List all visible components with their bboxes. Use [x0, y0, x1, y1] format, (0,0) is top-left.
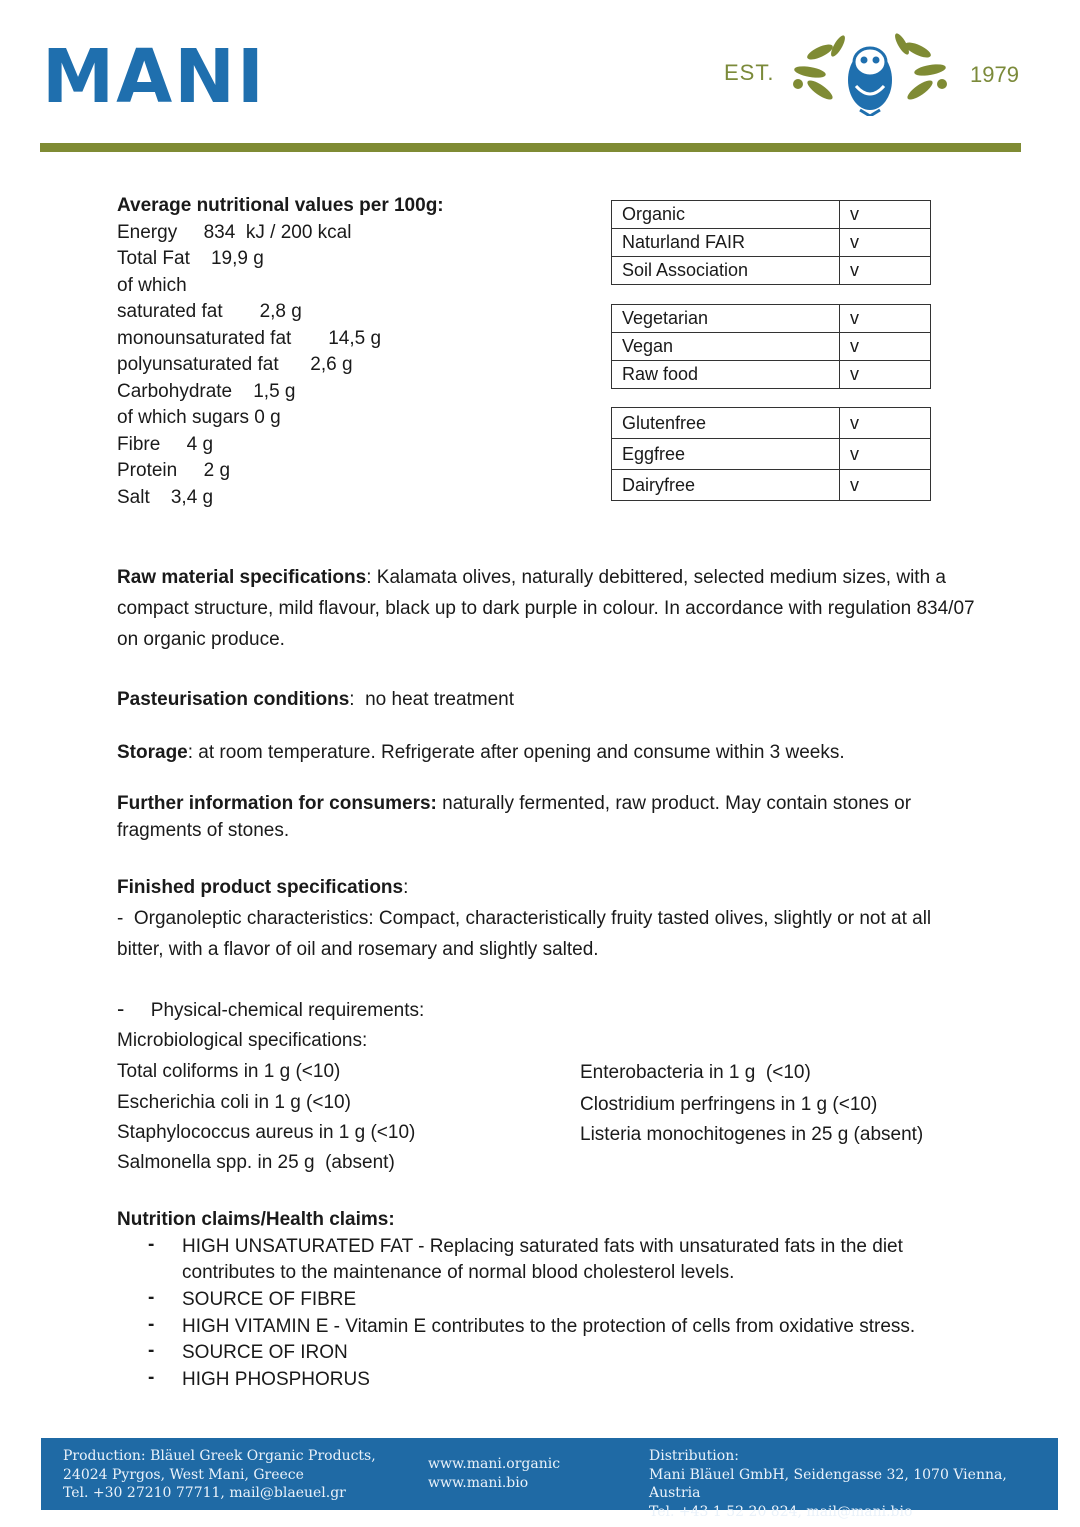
certification-table	[611, 200, 931, 285]
cert-mark: v	[840, 361, 931, 389]
table-row	[612, 201, 931, 229]
physchem-dash: -	[117, 996, 125, 1021]
claim-bullet: -	[148, 1234, 155, 1255]
nutrition-title: Average nutritional values per 100g:	[117, 195, 444, 216]
footer-production	[63, 1447, 376, 1503]
header-divider	[40, 143, 1021, 152]
footer-web	[428, 1455, 560, 1492]
nutrition-line: saturated fat 2,8 g	[117, 301, 302, 322]
finished-product-label: Finished product specifications	[117, 877, 404, 898]
nutrition-section	[117, 193, 444, 511]
cert-mark: v	[840, 333, 931, 361]
nutrition-line: Energy 834 kJ / 200 kcal	[117, 221, 352, 243]
cert-mark: v	[840, 470, 931, 501]
pasteurisation-paragraph	[117, 684, 997, 715]
table-row	[612, 470, 931, 501]
further-info-paragraph	[117, 790, 997, 844]
claim-item: SOURCE OF IRON	[182, 1342, 348, 1363]
cert-label: Organic	[612, 201, 840, 229]
storage-paragraph	[117, 737, 997, 768]
claim-item: HIGH VITAMIN E - Vitamin E contributes to the protection of cells from oxidative stress.	[182, 1316, 916, 1337]
owl-olive-emblem-icon	[790, 32, 950, 116]
est-year: 1979	[970, 62, 1019, 87]
nutrition-line: of which sugars 0 g	[117, 407, 281, 428]
footer-line: 24024 Pyrgos, West Mani, Greece	[63, 1466, 304, 1483]
cert-label: Vegan	[612, 333, 840, 361]
footer-line: Production: Bläuel Greek Organic Products,	[63, 1448, 376, 1464]
cert-mark: v	[840, 229, 931, 257]
table-row	[612, 361, 931, 389]
pasteurisation-label: Pasteurisation conditions	[117, 689, 350, 710]
nutrition-line: Carbohydrate 1,5 g	[117, 380, 296, 402]
table-row	[612, 305, 931, 333]
cert-label: Eggfree	[612, 439, 840, 470]
storage-label: Storage	[117, 742, 188, 763]
website-link[interactable]: www.mani.organic	[428, 1456, 561, 1472]
claim-bullet: -	[148, 1340, 155, 1361]
footer-bar	[41, 1438, 1058, 1520]
brand-logo: MANI	[42, 34, 266, 120]
footer-line[interactable]: Tel. +43 1 52 20 824, mail@mani.bio	[649, 1503, 913, 1520]
physchem-label: Physical-chemical requirements:	[150, 1000, 425, 1021]
est-label: EST.	[724, 60, 775, 85]
nutrition-line: Protein 2 g	[117, 460, 231, 481]
claims-title: Nutrition claims/Health claims:	[117, 1209, 395, 1230]
cert-label: Naturland FAIR	[612, 229, 840, 257]
pasteurisation-text: : no heat treatment	[349, 689, 515, 710]
micro-spec-item: Clostridium perfringens in 1 g (<10)	[580, 1094, 878, 1115]
cert-label: Vegetarian	[612, 305, 840, 333]
further-info-text: naturally fermented, raw product. May contain stones or fragments of stones.	[117, 793, 912, 841]
micro-spec-item: Total coliforms in 1 g (<10)	[117, 1061, 341, 1082]
claim-bullet: -	[148, 1287, 155, 1308]
claim-bullet: -	[148, 1314, 155, 1335]
claim-item: HIGH UNSATURATED FAT - Replacing saturated fats with unsaturated fats in the diet contributes to the maintenance of normal blood cholesterol levels.	[182, 1236, 903, 1283]
storage-text: : at room temperature. Refrigerate after opening and consume within 3 weeks.	[187, 742, 845, 763]
nutrition-line: of which	[117, 274, 187, 296]
micro-title: Microbiological specifications:	[117, 1030, 368, 1051]
cert-label: Raw food	[612, 361, 840, 389]
diet-table	[611, 304, 931, 389]
claim-bullet: -	[148, 1367, 155, 1388]
table-row	[612, 439, 931, 470]
cert-mark: v	[840, 257, 931, 285]
nutrition-line: Salt 3,4 g	[117, 486, 214, 508]
table-row	[612, 229, 931, 257]
cert-mark: v	[840, 201, 931, 229]
raw-material-paragraph	[117, 562, 997, 655]
footer-distribution	[649, 1447, 1058, 1521]
physchem-heading	[117, 996, 424, 1024]
footer-line: Distribution:	[649, 1448, 739, 1464]
micro-spec-item: Listeria monochitogenes in 25 g (absent)	[580, 1124, 924, 1145]
website-link[interactable]: www.mani.bio	[428, 1474, 529, 1491]
micro-spec-item: Salmonella spp. in 25 g (absent)	[117, 1152, 395, 1173]
nutrition-line: Fibre 4 g	[117, 433, 214, 455]
raw-material-label: Raw material specifications	[117, 567, 367, 588]
nutrition-line: monounsaturated fat 14,5 g	[117, 327, 382, 349]
micro-spec-item: Enterobacteria in 1 g (<10)	[580, 1062, 811, 1083]
micro-spec-item: Escherichia coli in 1 g (<10)	[117, 1092, 351, 1113]
table-row	[612, 333, 931, 361]
nutrition-line: polyunsaturated fat 2,6 g	[117, 354, 353, 375]
cert-label: Soil Association	[612, 257, 840, 285]
allergen-table	[611, 407, 931, 501]
cert-label: Dairyfree	[612, 470, 840, 501]
cert-label: Glutenfree	[612, 408, 840, 439]
table-row	[612, 257, 931, 285]
claim-item: SOURCE OF FIBRE	[182, 1289, 357, 1310]
footer-line: Mani Bläuel GmbH, Seidengasse 32, 1070 Vienna, Austria	[649, 1466, 1007, 1501]
nutrition-line: Total Fat 19,9 g	[117, 248, 264, 269]
raw-material-text: : Kalamata olives, naturally debittered, selected medium sizes, with a compact structure, mild flavour, black up to dark purple in colour. In accordance with regulation 834/07 on organic produce.	[117, 567, 975, 650]
cert-mark: v	[840, 439, 931, 470]
cert-mark: v	[840, 408, 931, 439]
cert-mark: v	[840, 305, 931, 333]
footer-line[interactable]: Tel. +30 27210 77711, mail@blaeuel.gr	[63, 1485, 346, 1501]
finished-product-paragraph	[117, 872, 997, 965]
micro-spec-item: Staphylococcus aureus in 1 g (<10)	[117, 1122, 416, 1143]
claim-item: HIGH PHOSPHORUS	[182, 1369, 370, 1390]
table-row	[612, 408, 931, 439]
finished-product-colon: :	[403, 877, 409, 898]
organoleptic-text: - Organoleptic characteristics: Compact, characteristically fruity tasted olives, slightly or not at all bitter, with a flavor of oil and rosemary and slightly salted.	[117, 908, 937, 960]
further-info-label: Further information for consumers:	[117, 793, 437, 814]
